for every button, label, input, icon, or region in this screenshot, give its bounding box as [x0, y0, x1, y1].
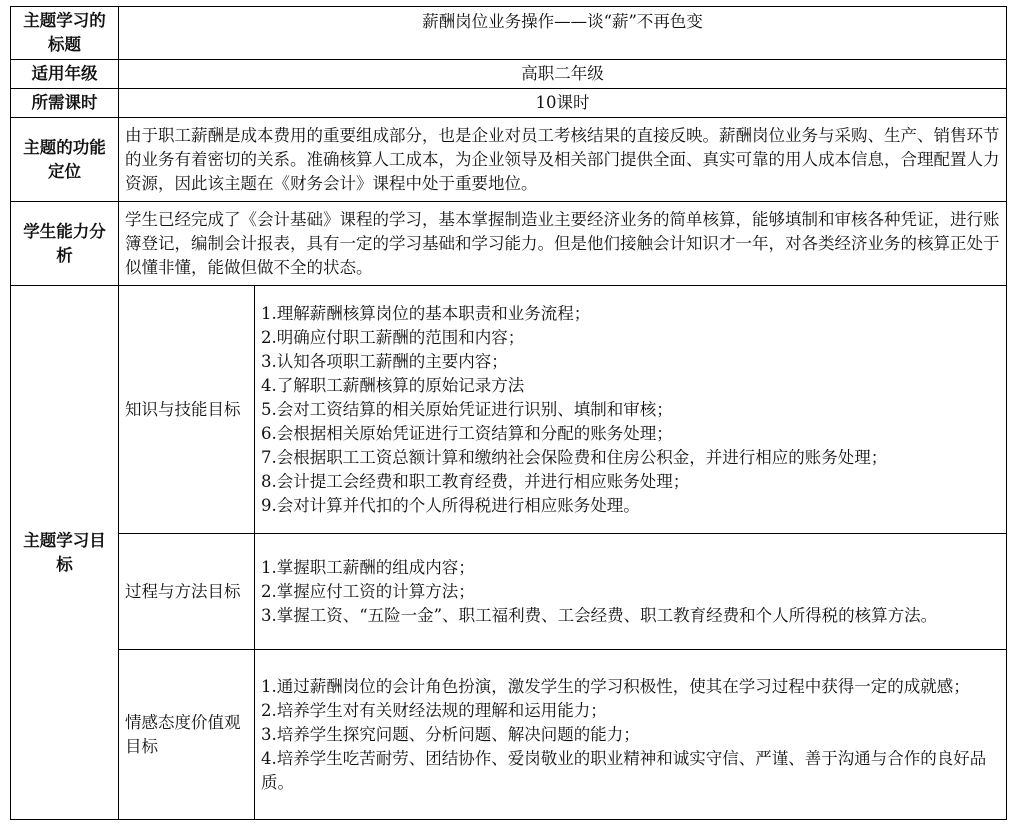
goals-label: 主题学习目标	[11, 286, 119, 820]
grade-value: 高职二年级	[119, 60, 1007, 89]
grade-label: 适用年级	[11, 60, 119, 89]
hours-label: 所需课时	[11, 89, 119, 118]
title-value: 薪酬岗位业务操作——谈“薪”不再色变	[119, 7, 1007, 60]
knowledge-label: 知识与技能目标	[119, 286, 255, 534]
emotion-label: 情感态度价值观目标	[119, 650, 255, 820]
process-item: 1.掌握职工薪酬的组成内容；	[261, 557, 475, 577]
knowledge-list	[261, 302, 1000, 518]
row-title	[11, 7, 1007, 60]
hours-value: 10课时	[119, 89, 1007, 118]
row-ability	[11, 202, 1007, 286]
emotion-item: 2.培养学生对有关财经法规的理解和运用能力；	[261, 700, 607, 720]
knowledge-item: 5.会对工资结算的相关原始凭证进行识别、填制和审核；	[261, 399, 673, 419]
process-item: 2.掌握应付工资的计算方法；	[261, 581, 475, 601]
row-grade	[11, 60, 1007, 89]
function-label: 主题的功能定位	[11, 118, 119, 202]
knowledge-item: 2.明确应付职工薪酬的范围和内容；	[261, 327, 525, 347]
knowledge-item: 3.认知各项职工薪酬的主要内容；	[261, 351, 508, 371]
function-value: 由于职工薪酬是成本费用的重要组成部分，也是企业对员工考核结果的直接反映。薪酬岗位业务与采购、生产、销售环节的业务有着密切的关系。准确核算人工成本，为企业领导及相关部门提供全面、真实可靠的用人成本信息，合理配置人力资源，因此该主题在《财务会计》课程中处于重要地位。	[119, 118, 1007, 202]
title-label: 主题学习的标题	[11, 7, 119, 60]
ability-value: 学生已经完成了《会计基础》课程的学习，基本掌握制造业主要经济业务的简单核算，能够填制和审核各种凭证，进行账簿登记，编制会计报表，具有一定的学习基础和学习能力。但是他们接触会计知识才一年，对各类经济业务的核算正处于似懂非懂，能做但做不全的状态。	[119, 202, 1007, 286]
emotion-list	[261, 675, 1000, 795]
row-hours	[11, 89, 1007, 118]
knowledge-cell	[255, 286, 1007, 534]
knowledge-item: 7.会根据职工工资总额计算和缴纳社会保险费和住房公积金，并进行相应的账务处理；	[261, 447, 888, 467]
ability-label: 学生能力分析	[11, 202, 119, 286]
row-goals-knowledge	[11, 286, 1007, 534]
lesson-plan-table	[10, 6, 1007, 820]
knowledge-item: 6.会根据相关原始凭证进行工资结算和分配的账务处理；	[261, 423, 673, 443]
emotion-item: 4.培养学生吃苦耐劳、团结协作、爱岗敬业的职业精神和诚实守信、严谨、善于沟通与合作的良好品质。	[261, 748, 987, 792]
emotion-item: 1.通过薪酬岗位的会计角色扮演，激发学生的学习积极性，使其在学习过程中获得一定的成就感；	[261, 676, 970, 696]
knowledge-item: 8.会计提工会经费和职工教育经费，并进行相应账务处理；	[261, 471, 690, 491]
row-goals-process	[11, 534, 1007, 650]
emotion-cell	[255, 650, 1007, 820]
process-label: 过程与方法目标	[119, 534, 255, 650]
row-goals-emotion	[11, 650, 1007, 820]
emotion-item: 3.培养学生探究问题、分析问题、解决问题的能力；	[261, 724, 640, 744]
process-item: 3.掌握工资、“五险一金”、职工福利费、工会经费、职工教育经费和个人所得税的核算方法。	[261, 605, 938, 625]
row-function	[11, 118, 1007, 202]
process-list	[261, 556, 1000, 628]
process-cell	[255, 534, 1007, 650]
knowledge-item: 1.理解薪酬核算岗位的基本职责和业务流程；	[261, 303, 591, 323]
knowledge-item: 9.会对计算并代扣的个人所得税进行相应账务处理。	[261, 495, 640, 515]
knowledge-item: 4.了解职工薪酬核算的原始记录方法	[261, 375, 525, 395]
